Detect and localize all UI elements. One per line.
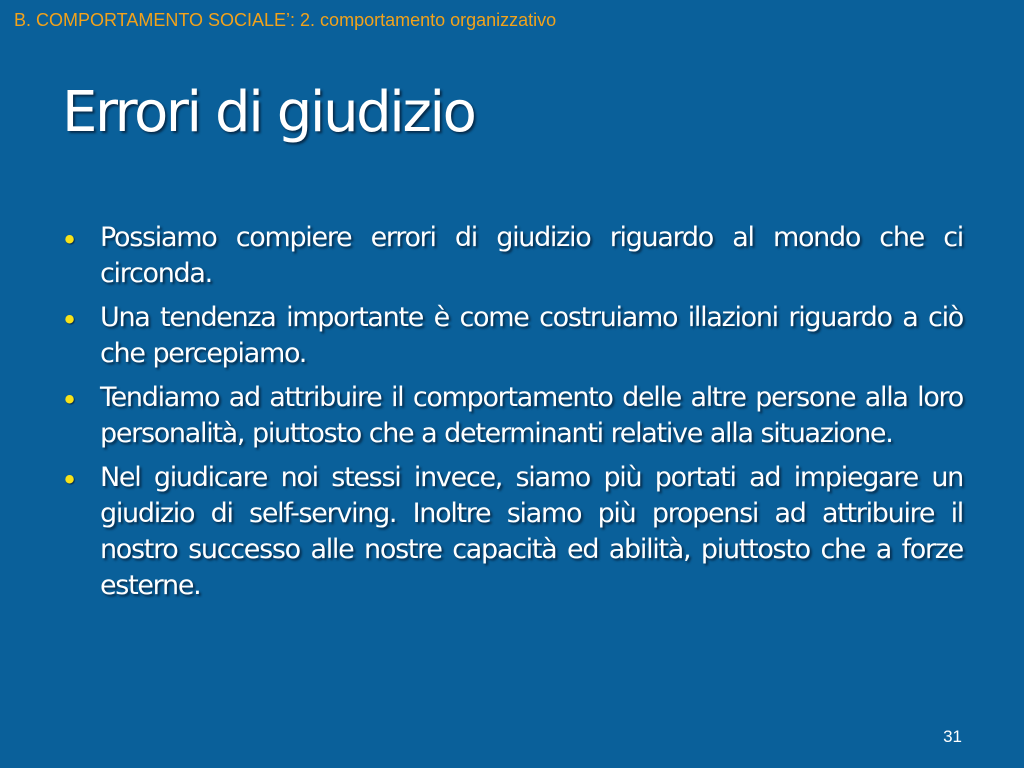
bullet-text: Possiamo compiere errori di giudizio riguardo al mondo che ci circonda. (100, 222, 963, 289)
bullet-list (60, 220, 963, 612)
bullet-dot-icon: • (61, 223, 77, 257)
bullet-text: Tendiamo ad attribuire il comportamento delle altre persone alla loro personalità, piuttosto che a determinanti relative alla situazione. (100, 382, 963, 449)
bullet-item (60, 460, 963, 604)
slide-header: B. COMPORTAMENTO SOCIALE’: 2. comportamento organizzativo (14, 10, 557, 30)
slide-title: Errori di giudizio (62, 80, 475, 145)
bullet-dot-icon: • (61, 383, 77, 417)
bullet-item (60, 380, 963, 452)
page-number: 31 (943, 727, 962, 746)
bullet-text: Una tendenza importante è come costruiamo illazioni riguardo a ciò che percepiamo. (100, 302, 963, 369)
bullet-item (60, 300, 963, 372)
bullet-dot-icon: • (61, 303, 77, 337)
bullet-text: Nel giudicare noi stessi invece, siamo più portati ad impiegare un giudizio di self-serving. Inoltre siamo più propensi ad attribuire il nostro successo alle nostre capacità ed abilità, piuttosto che a forze esterne. (100, 462, 963, 601)
bullet-dot-icon: • (61, 463, 77, 497)
bullet-item (60, 220, 963, 292)
